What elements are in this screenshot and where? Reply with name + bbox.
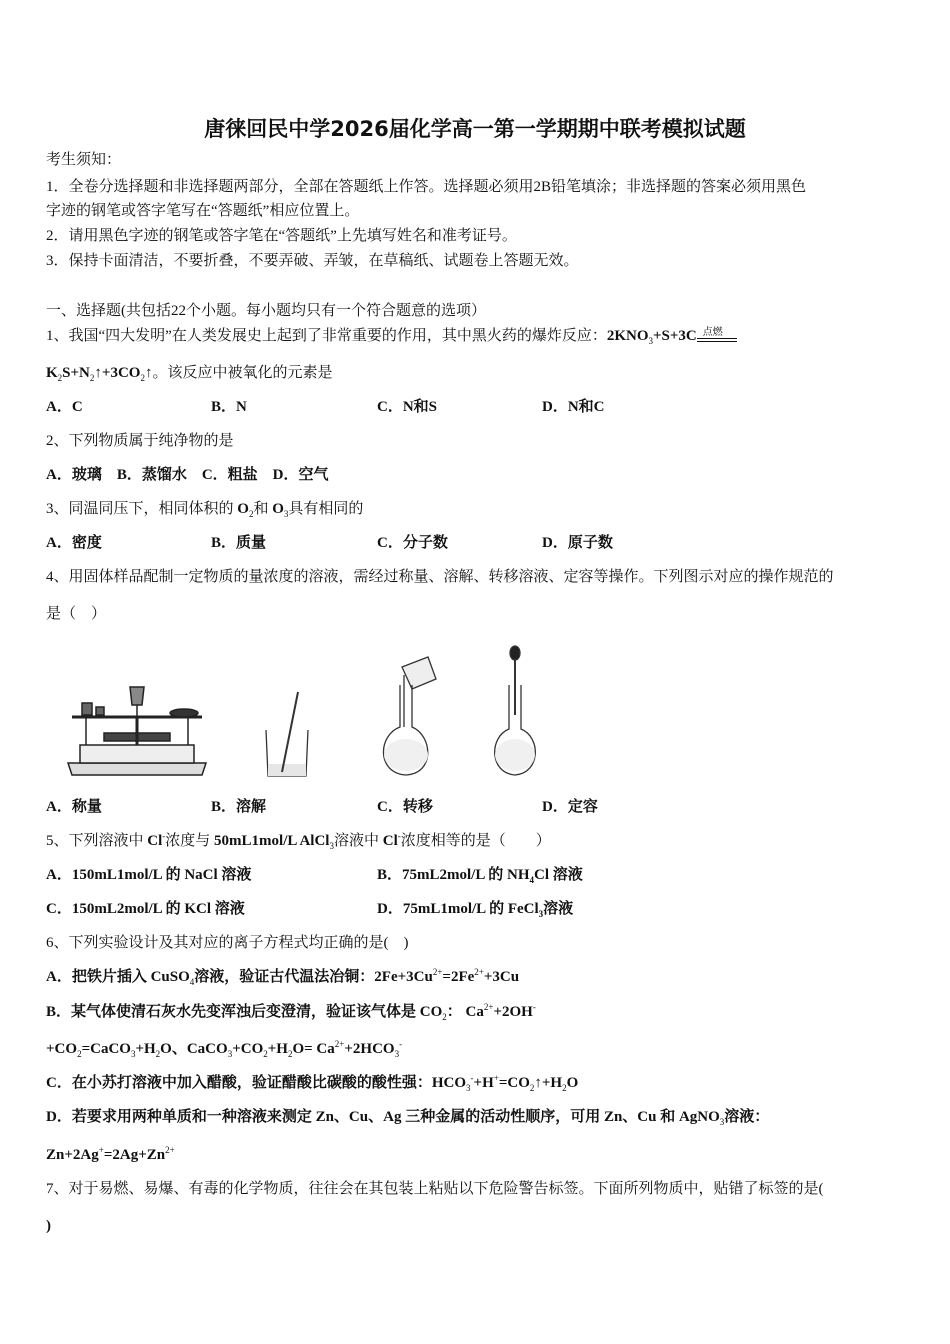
flask-with-dropper-figure xyxy=(485,645,545,780)
text-segment: +H xyxy=(135,1041,156,1057)
q5-option-a xyxy=(46,865,251,885)
q6-option-d-cont xyxy=(46,1145,175,1165)
text-segment: +2HCO xyxy=(344,1041,395,1057)
text-segment: ： Ca xyxy=(446,1004,484,1020)
pouring-into-flask-figure xyxy=(372,655,442,780)
formula-subscript: 2 xyxy=(287,1049,293,1059)
q6-option-b-cont xyxy=(46,1039,402,1059)
notice-heading: 考生须知： xyxy=(46,152,122,168)
formula-subscript: 2 xyxy=(442,1012,447,1022)
text-segment: +3Cu xyxy=(483,969,520,985)
text-segment: 50mL1mol/L AlCl xyxy=(214,833,330,849)
q5-option-c xyxy=(46,899,245,919)
text-segment: +H xyxy=(473,1075,494,1091)
q4-option-a: A．称量 xyxy=(46,799,102,815)
text-segment: ↑ xyxy=(144,365,153,381)
q4-option-d: D．定容 xyxy=(542,799,598,815)
reaction-arrow-line xyxy=(697,338,737,342)
text-segment: +2OH xyxy=(493,1004,533,1020)
formula-subscript: 2 xyxy=(263,1049,268,1059)
text-segment: =CaCO xyxy=(81,1041,131,1057)
formula-supscript: - xyxy=(162,831,166,841)
text-segment: 浓度与 xyxy=(165,833,215,849)
notice-item: 2．请用黑色字迹的钢笔或答字笔在“答题纸”上先填写姓名和准考证号。 xyxy=(46,228,517,244)
text-segment: Zn+2Ag xyxy=(46,1147,99,1163)
q1-option-d: D．N和C xyxy=(542,399,605,415)
text-segment: ↑+H xyxy=(534,1075,563,1091)
beaker-with-rod-figure xyxy=(262,690,312,780)
q6-option-d xyxy=(46,1107,769,1127)
q6-option-b xyxy=(46,1002,536,1022)
text-segment: O xyxy=(272,501,284,517)
q3-option-a: A．密度 xyxy=(46,535,102,551)
q5-stem xyxy=(46,831,551,851)
reaction-condition xyxy=(697,328,737,346)
formula-subscript: 2 xyxy=(77,1049,82,1059)
formula-subscript: 3 xyxy=(648,336,653,346)
text-segment: Cl xyxy=(147,833,163,849)
q6-stem: 6、下列实验设计及其对应的离子方程式均正确的是( ) xyxy=(46,935,409,951)
formula-subscript: 2 xyxy=(89,373,95,383)
notice-item: 1．全卷分选择题和非选择题两部分，全部在答题纸上作答。选择题必须用2B铅笔填涂；非选择题的答案必须用黑色 xyxy=(46,179,807,195)
text-segment: S+N xyxy=(62,365,90,381)
formula-subscript: 3 xyxy=(283,509,289,519)
text-segment: Cl xyxy=(382,833,398,849)
notice-item: 3．保持卡面清洁，不要折叠，不要弄破、弄皱，在草稿纸、试题卷上答题无效。 xyxy=(46,253,579,269)
q6-option-a xyxy=(46,967,519,987)
formula-supscript: - xyxy=(532,1002,536,1012)
formula-supscript: 2+ xyxy=(483,1002,494,1012)
text-segment: +CO xyxy=(46,1041,78,1057)
formula-supscript: 2+ xyxy=(165,1145,175,1155)
text-segment: 5、下列溶液中 xyxy=(46,833,148,849)
formula-supscript: 2+ xyxy=(474,967,484,977)
text-segment: B．75mL2mol/L 的 NH xyxy=(377,867,530,883)
q4-stem: 4、用固体样品配制一定物质的量浓度的溶液，需经过称量、溶解、转移溶液、定容等操作。下列图示对应的操作规范的 xyxy=(46,569,834,585)
formula-subscript: 4 xyxy=(189,977,195,987)
q1-stem xyxy=(46,326,737,346)
text-segment: 溶液： xyxy=(724,1109,770,1125)
formula-subscript: 3 xyxy=(394,1049,400,1059)
text-segment: Cl 溶液 xyxy=(534,867,583,883)
formula-subscript: 2 xyxy=(140,373,145,383)
page-title: 唐徕回民中学2026届化学高一第一学期期中联考模拟试题 xyxy=(204,117,746,141)
text-segment: =2Ag+Zn xyxy=(103,1147,166,1163)
q1-option-a: A．C xyxy=(46,399,83,415)
formula-subscript: 2 xyxy=(562,1083,567,1093)
formula-subscript: 2 xyxy=(248,509,254,519)
text-segment: 浓度相等的是（ ） xyxy=(400,833,551,849)
text-segment: 2KNO xyxy=(606,328,649,344)
formula-supscript: - xyxy=(470,1073,474,1083)
text-segment: A．150mL1mol/L 的 NaCl 溶液 xyxy=(46,867,252,883)
text-segment: +S+3C xyxy=(653,328,697,344)
q5-option-d xyxy=(377,899,573,919)
text-segment: O、CaCO xyxy=(160,1041,228,1057)
text-segment: 溶液中 xyxy=(333,833,383,849)
q6-option-c xyxy=(46,1073,578,1093)
text-segment: ↑+3CO xyxy=(94,365,141,381)
formula-subscript: 3 xyxy=(227,1049,233,1059)
text-segment: =2Fe xyxy=(442,969,475,985)
q4-stem-cont: 是（ ） xyxy=(46,606,107,622)
q7-stem: 7、对于易燃、易爆、有毒的化学物质，往往会在其包装上粘贴以下危险警告标签。下面所列物质中，贴错了标签的是( xyxy=(46,1181,824,1197)
formula-supscript: - xyxy=(397,831,401,841)
q3-option-b: B．质量 xyxy=(211,535,267,551)
formula-supscript: 2+ xyxy=(334,1039,345,1049)
q1-stem-cont xyxy=(46,363,332,383)
text-segment: C．在小苏打溶液中加入醋酸，验证醋酸比碳酸的酸性强：HCO xyxy=(46,1075,467,1091)
text-segment: D．75mL1mol/L 的 FeCl xyxy=(377,901,539,917)
notice-item: 字迹的钢笔或答字笔写在“答题纸”相应位置上。 xyxy=(46,203,360,219)
text-segment: =CO xyxy=(498,1075,530,1091)
text-segment: K xyxy=(46,365,58,381)
balance-figure xyxy=(64,675,210,780)
text-segment: B．某气体使清石灰水先变浑浊后变澄清，验证该气体是 CO xyxy=(46,1004,443,1020)
formula-subscript: 2 xyxy=(529,1083,535,1093)
q7-stem-cont: ) xyxy=(46,1218,51,1234)
formula-supscript: + xyxy=(493,1073,499,1083)
formula-supscript: + xyxy=(98,1145,104,1155)
formula-subscript: 3 xyxy=(329,841,334,851)
text-segment: A．把铁片插入 CuSO xyxy=(46,969,190,985)
formula-supscript: 2+ xyxy=(432,967,443,977)
q4-option-c: C．转移 xyxy=(377,799,433,815)
text-segment: 3、同温同压下，相同体积的 xyxy=(46,501,238,517)
q3-option-d: D．原子数 xyxy=(542,535,613,551)
q5-option-b xyxy=(377,865,583,885)
formula-subscript: 3 xyxy=(130,1049,136,1059)
text-segment: D．若要求用两种单质和一种溶液来测定 Zn、Cu、Ag 三种金属的活动性顺序，可用 Zn、Cu 和 AgNO xyxy=(46,1109,720,1125)
q3-option-c: C．分子数 xyxy=(377,535,448,551)
text-segment: 。该反应中被氧化的元素是 xyxy=(152,365,333,381)
text-segment: +CO xyxy=(232,1041,264,1057)
q1-option-b: B．N xyxy=(211,399,247,415)
q2-options: A．玻璃 B．蒸馏水 C．粗盐 D．空气 xyxy=(46,467,329,483)
text-segment: O xyxy=(566,1075,579,1091)
formula-subscript: 3 xyxy=(538,909,544,919)
section-heading: 一、选择题(共包括22个小题。每小题均只有一个符合题意的选项） xyxy=(46,303,486,319)
text-segment: O= Ca xyxy=(292,1041,335,1057)
formula-subscript: 3 xyxy=(466,1083,471,1093)
formula-supscript: - xyxy=(399,1039,403,1049)
q2-stem: 2、下列物质属于纯净物的是 xyxy=(46,433,234,449)
text-segment: 具有相同的 xyxy=(288,501,364,517)
formula-subscript: 3 xyxy=(719,1117,725,1127)
q3-stem xyxy=(46,499,363,519)
text-segment: 溶液 xyxy=(543,901,574,917)
text-segment: O xyxy=(237,501,249,517)
formula-subscript: 4 xyxy=(529,875,535,885)
text-segment: C．150mL2mol/L 的 KCl 溶液 xyxy=(46,901,245,917)
q4-option-b: B．溶解 xyxy=(211,799,267,815)
text-segment: +H xyxy=(267,1041,288,1057)
text-segment: 和 xyxy=(253,501,273,517)
formula-subscript: 2 xyxy=(57,373,63,383)
text-segment: 1、我国“四大发明”在人类发展史上起到了非常重要的作用，其中黑火药的爆炸反应： xyxy=(46,328,607,344)
text-segment: 溶液，验证古代温法冶铜：2Fe+3Cu xyxy=(194,969,433,985)
reaction-condition-label: 点燃 xyxy=(702,326,723,338)
q1-option-c: C．N和S xyxy=(377,399,438,415)
formula-subscript: 2 xyxy=(155,1049,161,1059)
